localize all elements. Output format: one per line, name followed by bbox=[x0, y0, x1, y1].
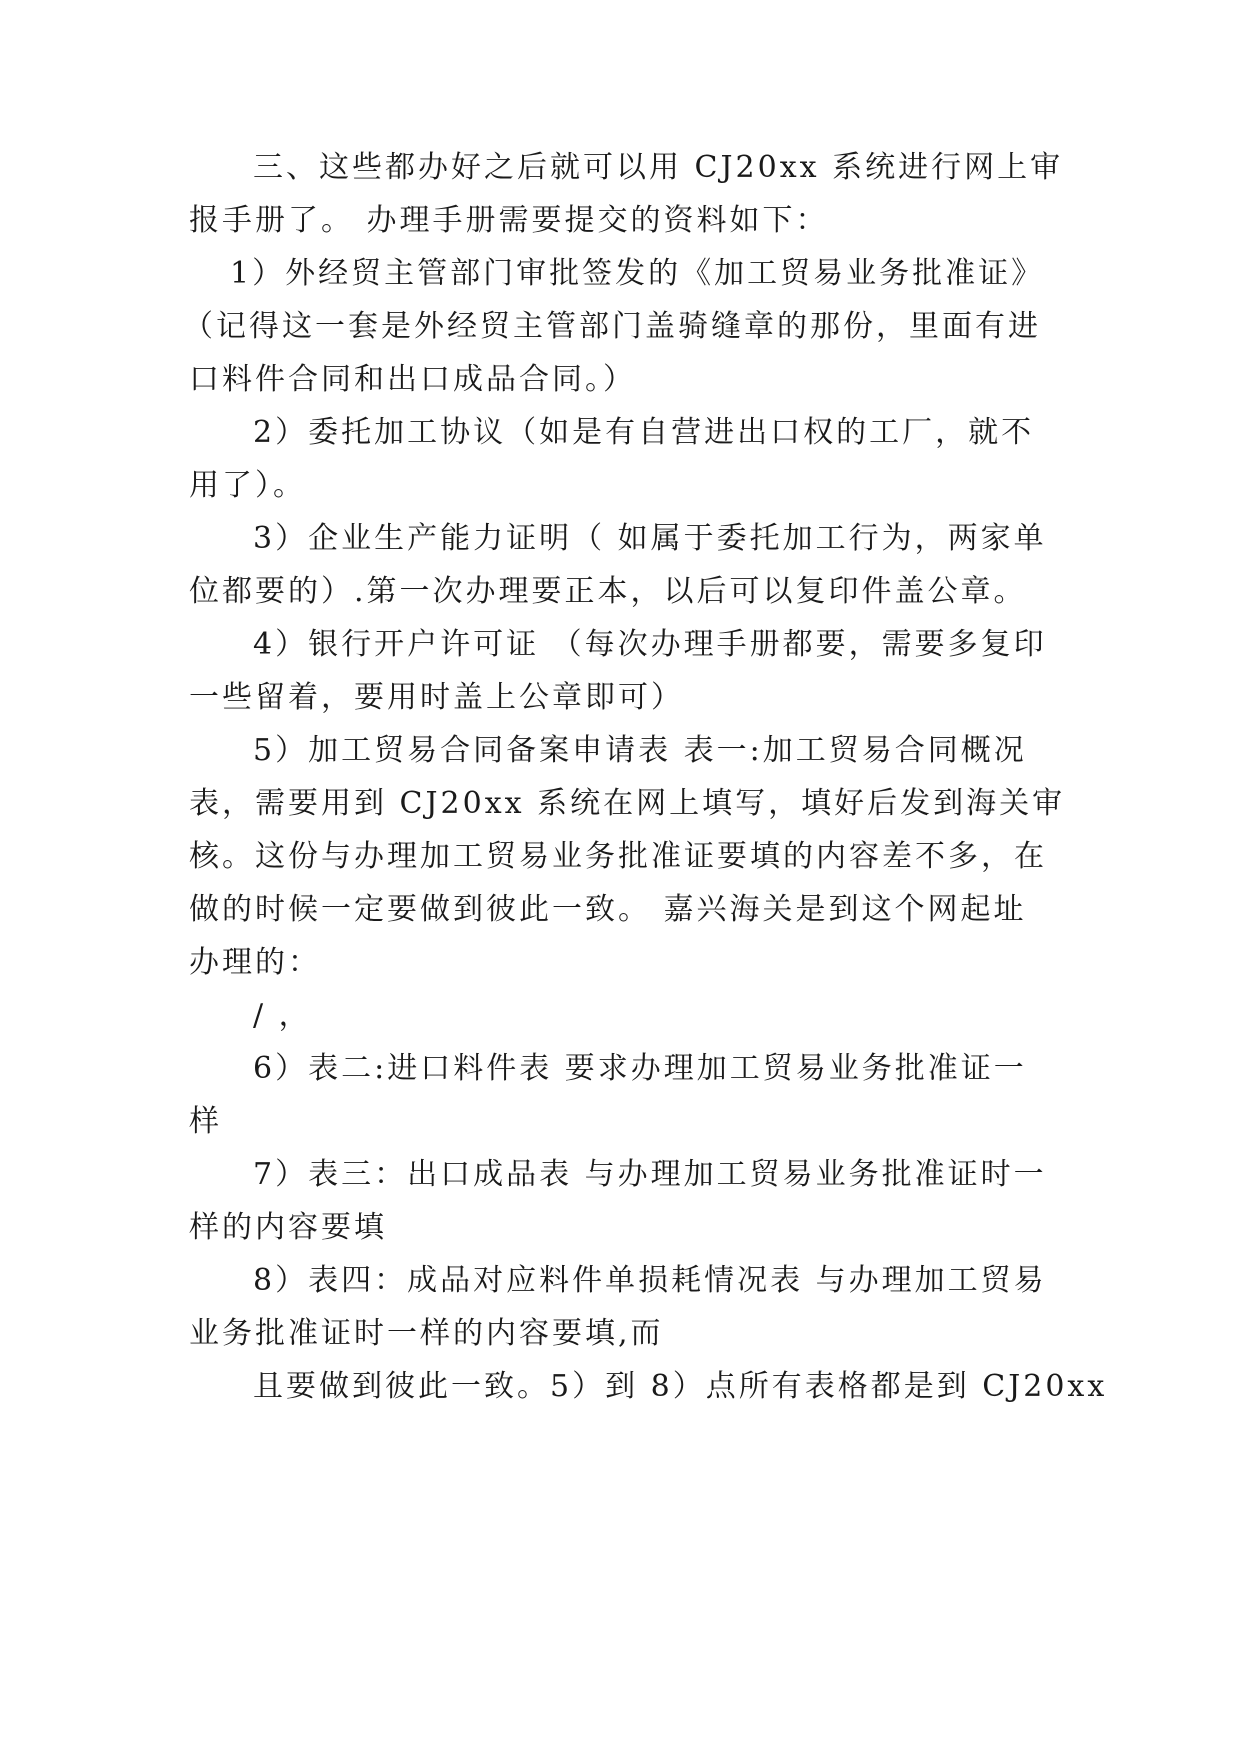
text-line: 样 bbox=[189, 1104, 222, 1139]
text-line: 且要做到彼此一致。5）到 8）点所有表格都是到 CJ20xx bbox=[253, 1369, 1108, 1404]
text-line: / ， bbox=[253, 998, 312, 1033]
text-line: 报手册了。 办理手册需要提交的资料如下： bbox=[189, 203, 829, 238]
text-line: 办理的： bbox=[189, 945, 321, 980]
text-line: 三、这些都办好之后就可以用 CJ20xx 系统进行网上审 bbox=[253, 150, 1064, 185]
text-line: 5）加工贸易合同备案申请表 表一:加工贸易合同概况 bbox=[253, 733, 1027, 768]
text-line: 7）表三：出口成品表 与办理加工贸易业务批准证时一 bbox=[253, 1157, 1047, 1192]
text-line: 一些留着，要用时盖上公章即可） bbox=[189, 680, 684, 715]
text-line: 样的内容要填 bbox=[189, 1210, 387, 1245]
text-line: 3）企业生产能力证明（ 如属于委托加工行为，两家单 bbox=[253, 521, 1047, 556]
text-line: 8）表四：成品对应料件单损耗情况表 与办理加工贸易 bbox=[253, 1263, 1047, 1298]
text-line: 位都要的）.第一次办理要正本，以后可以复印件盖公章。 bbox=[189, 574, 1027, 609]
text-line: 2）委托加工协议（如是有自营进出口权的工厂，就不 bbox=[253, 415, 1035, 450]
text-line: 业务批准证时一样的内容要填,而 bbox=[189, 1316, 664, 1351]
text-line: 口料件合同和出口成品合同。） bbox=[189, 362, 636, 397]
text-line: 4）银行开户许可证 （每次办理手册都要，需要多复印 bbox=[253, 627, 1047, 662]
text-line: 表，需要用到 CJ20xx 系统在网上填写，填好后发到海关审 bbox=[189, 786, 1066, 821]
text-line: 6）表二:进口料件表 要求办理加工贸易业务批准证一 bbox=[253, 1051, 1027, 1086]
text-line: 做的时候一定要做到彼此一致。 嘉兴海关是到这个网起址 bbox=[189, 892, 1027, 927]
text-line: 用了）。 bbox=[189, 468, 306, 503]
text-line: 核。这份与办理加工贸易业务批准证要填的内容差不多，在 bbox=[189, 839, 1047, 874]
text-line: （记得这一套是外经贸主管部门盖骑缝章的那份，里面有进 bbox=[183, 309, 1041, 344]
text-line: 1）外经贸主管部门审批签发的《加工贸易业务批准证》 bbox=[230, 256, 1045, 291]
